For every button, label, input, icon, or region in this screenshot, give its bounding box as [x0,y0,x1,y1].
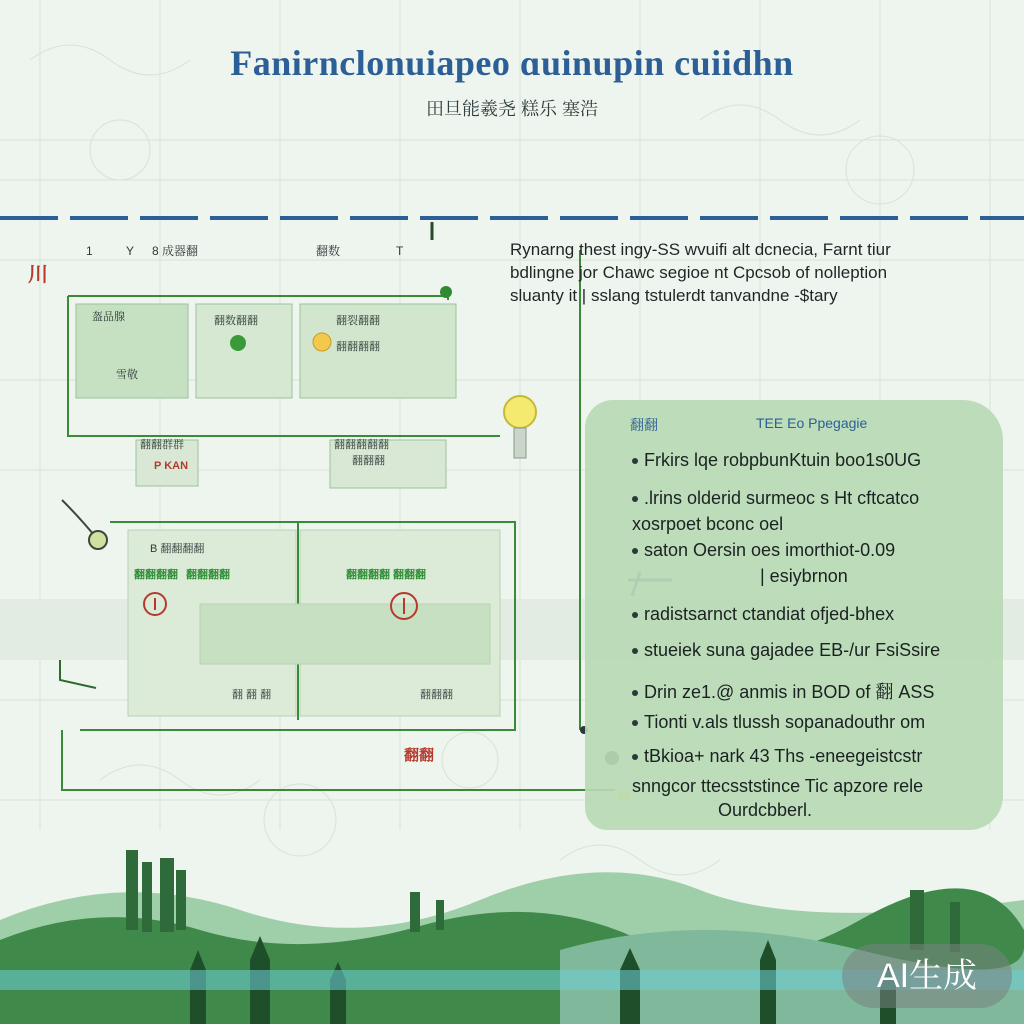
description-line-2: bdlingne jor Chawc segioe nt Cpcsob of nolleption [510,263,888,282]
panel-line-text: saton Oersin oes imorthiot-0.09 [644,540,896,560]
mid-label-3: 翻翻翻翻翻 [334,439,389,451]
mid-label-4: 翻翻翻 [352,455,385,467]
bullet-icon [632,648,638,654]
panel-line [718,800,812,821]
panel-line-text: | esiybrnon [760,566,848,586]
box-label-1: 盔品腺 [92,311,125,323]
description-line-1: Rynarng thest ingy-SS wvuifi alt dcnecia, Farnt tiur [510,240,891,259]
mid-label-2: P KAN [154,460,189,472]
panel-line [632,712,925,733]
panel-line [632,604,894,625]
box-label-4: 翻裂翻翻 [336,315,380,327]
panel-line [760,566,848,587]
box-label-3: 翻数翻翻 [214,315,258,327]
page-title: Fanirnclonuiapeo ɑuinupin cuiidhn [230,43,794,83]
left-mark: 川 [28,264,48,286]
bullet-icon [632,720,638,726]
panel-line-text: radistsarnct ctandiat ofjed-bhex [644,604,895,624]
panel-line [632,678,934,704]
panel-line-text: xosrpoet bconc oel [632,514,784,534]
bullet-icon [632,548,638,554]
top-label-5: T [396,244,404,258]
ai-generated-badge: AI生成 [842,944,1012,1008]
top-boxes [76,304,456,488]
top-label-3: 8 成器翻 [152,244,199,258]
panel-line [632,746,922,767]
bulb-icon [504,396,536,458]
bullet-icon [632,754,638,760]
lower-label-6: 翻翻翻 [420,689,453,701]
panel-line-text: stueiek suna gajadee EB-/ur FsiSsire [644,640,941,660]
description-line-3: sluanty it | sslang tstulerdt tanvandne -$tary [510,286,838,305]
panel-line [632,450,921,471]
bullet-icon [632,690,638,696]
box-label-2: 雪敬 [116,369,138,381]
lower-label-4: 翻翻翻翻 翻翻翻 [346,569,427,581]
top-label-1: 1 [86,244,93,258]
panel-line-text: Frkirs lqe robpbunKtuin boo1s0UG [644,450,922,470]
panel-line [632,776,923,797]
panel-line-text: snngcor ttecsststince Tic apzore rele [632,776,924,796]
panel-head-right: TEE Eo Ppegagie [756,415,868,431]
panel-head-left: 翻翻 [630,417,658,433]
lower-label-5: 翻 翻 翻 [232,689,272,701]
lower-label-1: B 翻翻翻翻 [150,543,205,555]
panel-line-text: .lrins olderid surmeoc s Ht cftcatco [644,488,920,508]
red-label: 翻翻 [404,747,435,764]
panel-line-text: Ourdcbberl. [718,800,813,820]
lower-label-3: 翻翻翻翻 [186,569,230,581]
page-subtitle: 田旦能羲尧 糕乐 塞浩 [425,99,598,119]
top-label-4: 翻数 [316,244,341,258]
panel-line-text: Tionti v.als tlussh sopanadouthr om [644,712,926,732]
mid-label-1: 翻翻群群 [140,439,184,451]
bullet-icon [632,612,638,618]
description-text [510,238,990,307]
bullet-icon [632,458,638,464]
panel-line [632,540,895,561]
hook-icon [60,500,107,688]
top-label-2: Y [126,244,135,258]
box-label-5: 翻翻翻翻 [336,341,380,353]
bullet-icon [632,496,638,502]
lower-label-2: 翻翻翻翻 [134,569,178,581]
panel-line-text: Drin ze1.@ anmis in BOD of 翻 ASS [644,682,935,702]
panel-line [632,640,940,661]
panel-line [632,514,783,535]
panel-line-text: tBkioa+ nark 43 Ths -eneegeistcstr [644,746,923,766]
panel-line [632,488,919,509]
